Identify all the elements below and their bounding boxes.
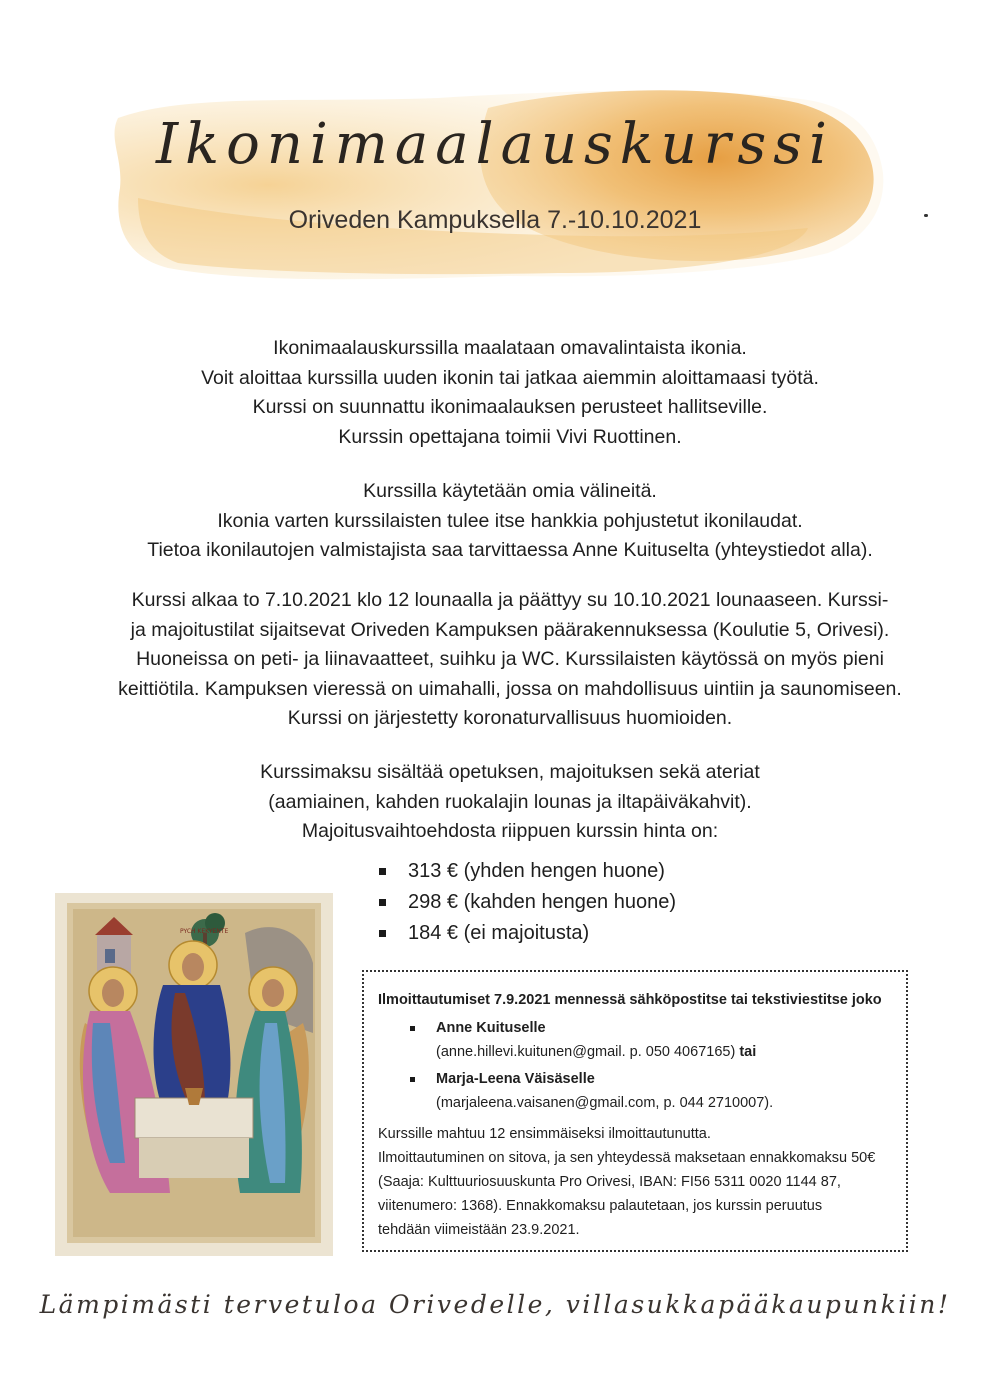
contact-detail: (marjaleena.vaisanen@gmail.com, p. 044 2710007). (436, 1095, 774, 1111)
page-title: Ikonimaalauskurssi (156, 112, 834, 177)
registration-heading: Ilmoittautumiset 7.9.2021 mennessä sähköpostitse tai tekstiviestitse joko (378, 992, 882, 1008)
contact-name: Anne Kuituselle (436, 1020, 546, 1036)
footer-greeting: Lämpimästi tervetuloa Orivedelle, villasukkapääkaupunkiin! (39, 1290, 951, 1319)
registration-box (362, 970, 908, 1252)
contact-suffix: tai (739, 1044, 757, 1060)
stray-dot (924, 214, 928, 217)
fee-paragraph: Kurssimaksu sisältää opetuksen, majoituksen sekä ateriat (aamiainen, kahden ruokalajin lounas ja iltapäiväkahvit). Majoitusvaihtoehdosta riippuen kurssin hinta on: (260, 761, 760, 842)
header-watercolor-wash (108, 78, 888, 290)
contact-list (386, 1016, 773, 1118)
contact-detail: (anne.hillevi.kuitunen@gmail. p. 050 4067165) (436, 1044, 736, 1060)
price-list (376, 856, 796, 949)
intro-paragraph: Ikonimaalauskurssilla maalataan omavalintaista ikonia. Voit aloittaa kurssilla uuden ikonin tai jatkaa aiemmin aloittamaasi työtä. Kurssi on suunnattu ikonimaalauksen perusteet hallitseville. Kurssin opettajana toimii Vivi Ruottinen. (201, 337, 819, 448)
contact-name: Marja-Leena Väisäselle (436, 1071, 595, 1087)
schedule-paragraph: Kurssi alkaa to 7.10.2021 klo 12 lounaalla ja päättyy su 10.10.2021 lounaaseen. Kurssi- ja majoitustilat sijaitsevat Oriveden Kampuksen päärakennuksessa (Koulutie 5, Orivesi). Huoneissa on peti- ja liinavaatteet, suihku ja WC. Kurssilaisten käytössä on myös pieni keittiötila. Kampuksen vieressä on uimahalli, jossa on mahdollisuus uintiin ja saunomiseen. Kurssi on järjestetty koronaturvallisuus huomioiden. (118, 589, 902, 729)
contact-item (386, 1067, 773, 1115)
trinity-icon-image (55, 893, 333, 1256)
price-item: 313 € (yhden hengen huone) (376, 856, 796, 887)
registration-notes: Kurssille mahtuu 12 ensimmäiseksi ilmoittautunutta. Ilmoittautuminen on sitova, ja sen yhteydessä maksetaan ennakkomaksu 50€ (Saaja: Kulttuuriosuuskunta Pro Orivesi, IBAN: FI56 5311 0020 1144 87, viitenumero: 1368). Ennakkomaksu palautetaan, jos kurssin peruutus tehdään viimeistään 23.9.2021. (378, 1126, 876, 1238)
price-item: 298 € (kahden hengen huone) (376, 887, 796, 918)
page-subtitle: Oriveden Kampuksella 7.-10.10.2021 (288, 206, 702, 234)
materials-paragraph: Kurssilla käytetään omia välineitä. Ikonia varten kurssilaisten tulee itse hankkia pohjustetut ikonilaudat. Tietoa ikonilautojen valmistajista saa tarvittaessa Anne Kuituselta (yhteystiedot alla). (147, 480, 873, 561)
icon-inscription: PYCH KEKYENTE (180, 928, 229, 935)
price-item: 184 € (ei majoitusta) (376, 918, 796, 949)
contact-item (386, 1016, 773, 1064)
